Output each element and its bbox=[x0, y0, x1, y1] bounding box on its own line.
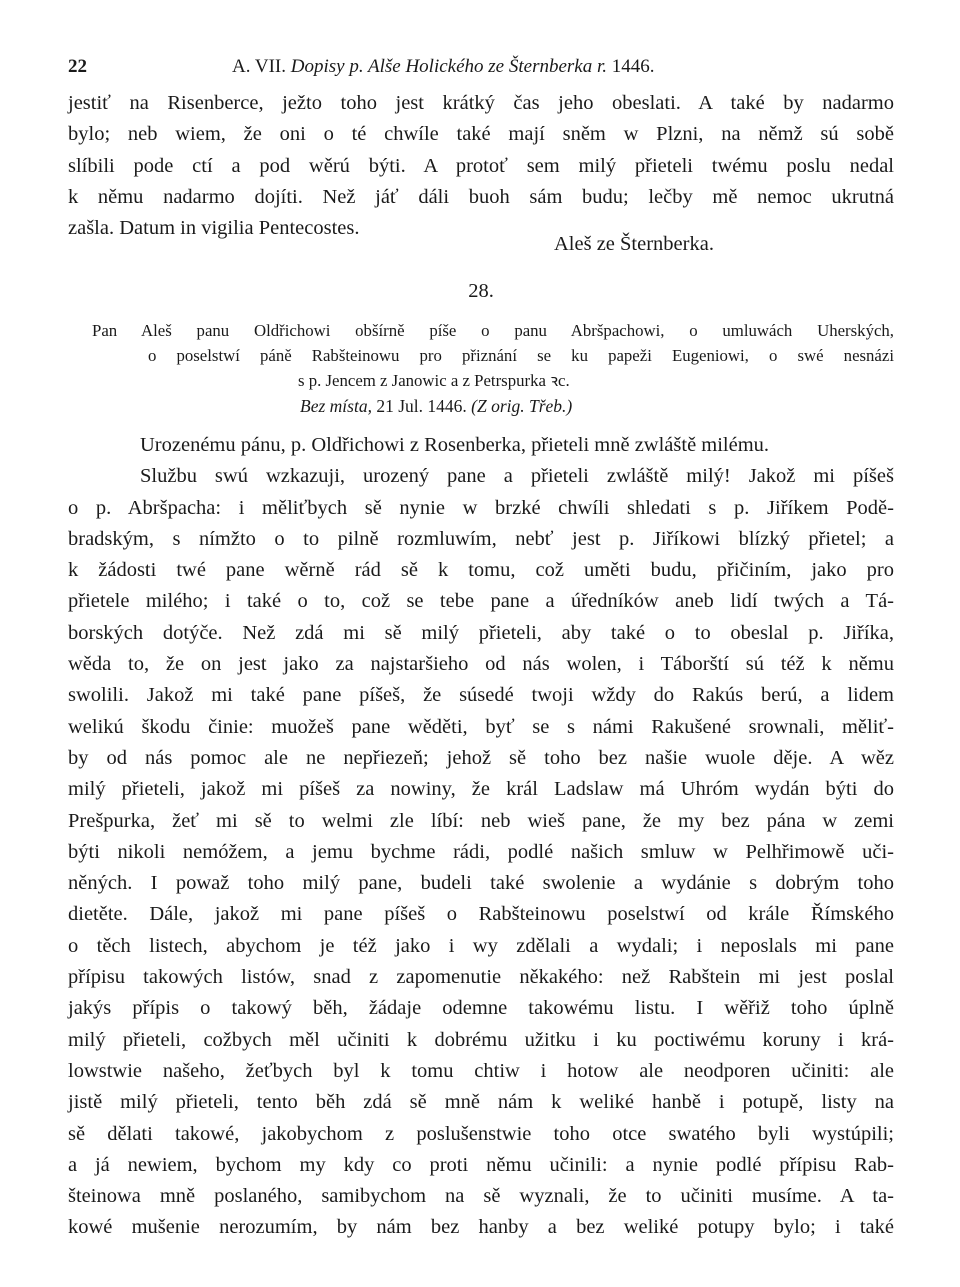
letter-text bbox=[68, 430, 894, 1244]
text-line: dietěte. Dále, jakož mi pane píšeš o Rabšteinowu poselstwí od krále Římského bbox=[68, 903, 894, 926]
page-number: 22 bbox=[68, 56, 87, 77]
text-line: jakýs přípis o takowý běh, žádaje odemne takowému listu. I wěřiž toho úplně bbox=[68, 997, 894, 1020]
source-year: 1446. bbox=[427, 396, 467, 416]
letter-address: Urozenému pánu, p. Oldřichowi z Rosenberka, přieteli mně zwláště milému. bbox=[140, 434, 770, 456]
summary-line: o poselstwí páně Rabšteinowu pro přiznání se ku papeži Eugeniowi, o swé nesnázi bbox=[148, 346, 894, 365]
text-line: sě dělati takowé, jakobychom z poslušenstwie toho otce swatého byli wystúpili; bbox=[68, 1122, 894, 1145]
text-line: welikú škodu činie: muožeš pane wěděti, byť se s námi Rakušené srownali, měliť- bbox=[68, 715, 894, 738]
text-line: borských dotýče. Než zdá mi sě milý přieteli, aby také o to obeslal p. Jiříka, bbox=[68, 621, 894, 644]
text-line: býti nikoli nemóžem, a jemu bychme rádi, podlé našich smluw w Pelhřimowě uči- bbox=[68, 840, 894, 863]
letter-body bbox=[68, 461, 894, 1243]
text-line: Prešpurka, žeť mi sě to welmi zle líbí: neb wieš pane, že my bez pána w zemi bbox=[68, 809, 894, 832]
text-line: wěda to, že on jest jako za najstaršieho od nás wolen, i Táborští sú též k němu bbox=[68, 653, 894, 676]
text-line: něných. I powaž toho milý pane, budeli také swolenie a wydánie s dobrým toho bbox=[68, 872, 894, 895]
source-origin: (Z orig. Třeb.) bbox=[471, 396, 573, 416]
text-line: bylo; neb wiem, že oni o té chwíle také mají sněm w Plzni, na němž sú sobě bbox=[68, 123, 894, 146]
letter-summary bbox=[68, 318, 894, 420]
text-line: o p. Abršpacha: i měliťbych sě nynie w brzké chwíli shledati s p. Jiříkem Podě- bbox=[68, 496, 894, 519]
text-line: swolili. Jakož mi také pane píšeš, že súsedé twoji wždy do Rakús berú, a lidem bbox=[68, 684, 894, 707]
text-line: bradským, s nímžto o to pilně rozmluwím, nebť jest p. Jiříkowi blízký přietel; a bbox=[68, 527, 894, 550]
text-line: slíbili pode ctí a pod wěrú býti. A protoť sem milý přieteli twému poslu nedal bbox=[68, 154, 894, 177]
text-line: a já newiem, bychom my kdy co proti němu učinili: a nynie podlé přípisu Rab- bbox=[68, 1153, 894, 1176]
text-line: jestiť na Risenberce, ježto toho jest krátký čas jeho obeslati. A také by nadarmo bbox=[68, 92, 894, 114]
text-line: Službu swú wzkazuji, urozený pane a přieteli zwláště milý! Jakož mi píšeš bbox=[140, 465, 894, 488]
summary-line: s p. Jencem z Janowic a z Petrspurka ꝛc. bbox=[298, 371, 570, 390]
previous-letter-ending bbox=[68, 88, 894, 244]
text-line: lowstwie našeho, žeťbych byl k tomu chtiw i hotow ale neodporen učiniti: ale bbox=[68, 1059, 894, 1082]
text-line: o těch listech, abychom je též jako i wy zdělali a wydali; i neposlals mi pane bbox=[68, 934, 894, 957]
text-line: jistě milý přieteli, tento běh zdá sě mně nám k weliké hanbě i potupě, listy na bbox=[68, 1091, 894, 1114]
text-line: milý přieteli, jakož mi píšeš za nowiny, že král Ladslaw má Uhróm wydán býti do bbox=[68, 778, 894, 801]
collection-year: 1446. bbox=[611, 56, 655, 77]
text-line: šteinowa mně poslaného, samibychom na sě wyznali, že to učiniti musíme. A ta- bbox=[68, 1185, 894, 1208]
text-line: k žádosti twé pane wěrně rád sě k tomu, což uměti budu, přičiním, jako pro bbox=[68, 559, 894, 582]
running-head bbox=[68, 56, 894, 86]
running-title bbox=[232, 56, 655, 78]
text-line: přietele milého; i také o to, což se tebe pane a úředníków aneb lidí twých a Tá- bbox=[68, 590, 894, 613]
text-line: kowé mušenie nerozumím, by nám bez hanby a bez weliké potupy bylo; i také bbox=[68, 1216, 894, 1239]
text-line: by od nás pomoc ale ne nepřiezeň; jehož sě toho bez našie wuole děje. A wěz bbox=[68, 746, 894, 769]
text-line: přípisu takowých listów, snad z zapomenutie někakého: než Rabštein mi jest poslal bbox=[68, 966, 894, 989]
text-line: milý přieteli, cožbych měl učiniti k dobrému užitku i ku poctiwému koruny i krá- bbox=[68, 1028, 894, 1051]
summary-line: Pan Aleš panu Oldřichowi obšírně píše o panu Abršpachowi, o umluwách Uherských, bbox=[92, 321, 894, 340]
letter-number: 28. bbox=[468, 280, 494, 302]
source-date: 21 Jul. bbox=[376, 396, 424, 416]
collection-title: Dopisy p. Alše Holického ze Šternberka r. bbox=[290, 56, 608, 77]
text-line: k němu nadarmo dojíti. Než jáť dáli buoh sám budu; lečby mě nemoc ukrutná bbox=[68, 185, 894, 208]
source-place: Bez místa, bbox=[300, 396, 372, 416]
collection-number: A. VII. bbox=[232, 56, 287, 77]
source-note bbox=[300, 393, 894, 420]
text-line: zašla. Datum in vigilia Pentecostes. bbox=[68, 217, 360, 240]
book-page bbox=[68, 0, 894, 1287]
signature: Aleš ze Šternberka. bbox=[554, 233, 714, 255]
